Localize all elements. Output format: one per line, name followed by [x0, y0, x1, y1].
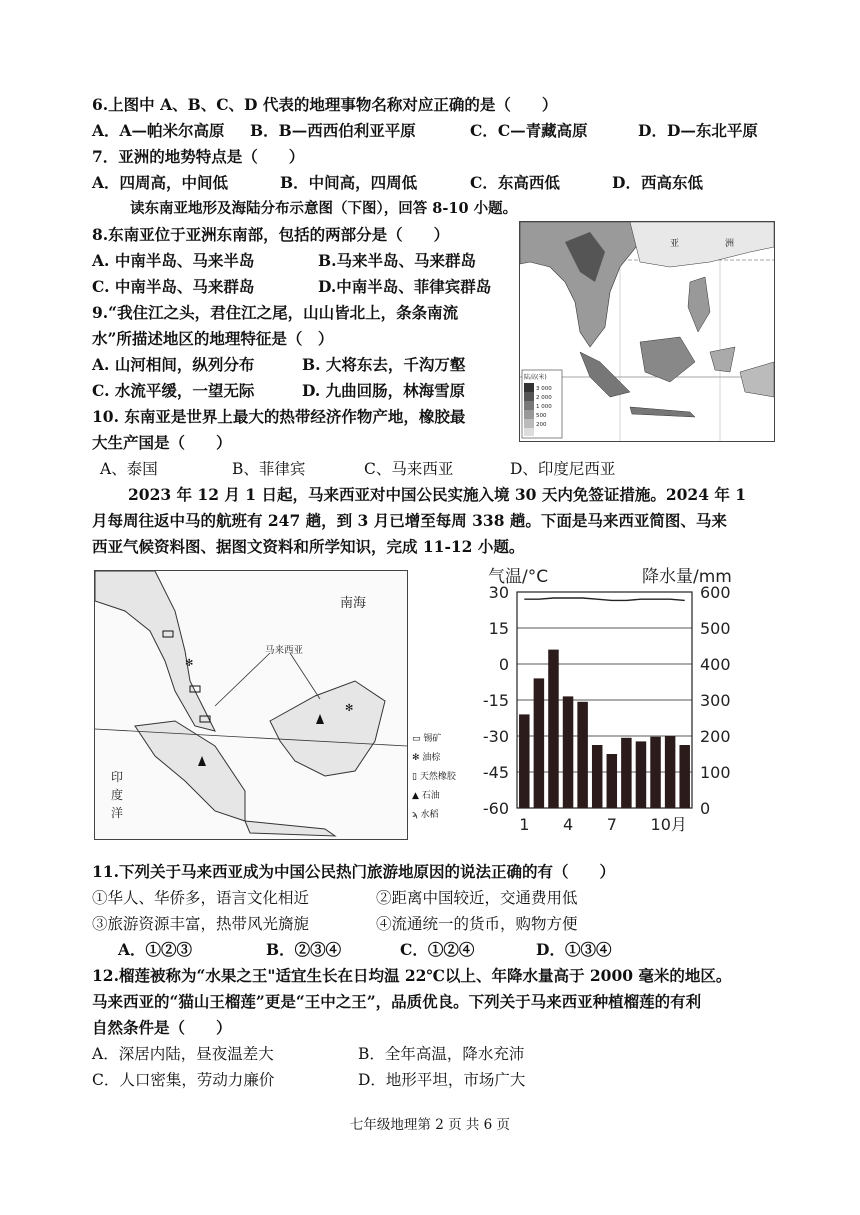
legend-oil: ▲ 石油 — [412, 791, 440, 801]
page-footer: 七年级地理第 2 页 共 6 页 — [349, 1117, 511, 1133]
legend-3000: 3 000 — [536, 386, 552, 392]
temperature-tick-label: 30 — [488, 583, 509, 602]
temperature-tick-label: 0 — [498, 655, 509, 674]
q10-option-d: D、印度尼西亚 — [510, 460, 616, 478]
precipitation-tick-label: 100 — [700, 763, 731, 782]
malaysia-map-legend — [412, 730, 456, 825]
oil-palm-symbol: ✻ — [185, 658, 194, 669]
precipitation-bar — [607, 754, 618, 808]
precipitation-bar — [636, 741, 647, 808]
q7-option-d: D．西高东低 — [612, 173, 703, 192]
rubber-icon: ▯ — [412, 772, 417, 782]
q11-stem: 11.下列关于马来西亚成为中国公民热门旅游地原因的说法正确的有（ ） — [92, 862, 615, 881]
precipitation-bar — [679, 745, 690, 808]
q11-option-d: D．①③④ — [536, 940, 612, 959]
q8-option-b: B.马来半岛、马来群岛 — [318, 251, 476, 270]
q10-option-c: C、马来西亚 — [364, 460, 454, 478]
rice-icon: ϡ — [412, 810, 418, 820]
precipitation-bar — [650, 737, 661, 808]
legend-500: 500 — [536, 413, 547, 419]
legend-200: 200 — [536, 422, 547, 428]
q8-option-d: D.中南半岛、菲律宾群岛 — [318, 277, 492, 296]
intro-11-12-line1: 2023 年 12 月 1 日起，马来西亚对中国公民实施入境 30 天内免签证措施。2024 年 1 — [128, 485, 747, 504]
q9-option-a: A. 山河相间，纵列分布 — [92, 355, 255, 374]
precipitation-tick-label: 500 — [700, 619, 731, 638]
intro-8-10: 读东南亚地形及海陆分布示意图（下图），回答 8-10 小题。 — [130, 200, 518, 217]
q10-stem-line1: 10. 东南亚是世界上最大的热带经济作物产地，橡胶最 — [92, 407, 466, 426]
precipitation-bar — [548, 650, 559, 808]
temperature-line — [524, 598, 684, 600]
q11-statement-4: ④流通统一的货币，购物方便 — [376, 915, 578, 933]
q10-option-b: B、菲律宾 — [232, 460, 306, 478]
precipitation-axis-title: 降水量/mm — [642, 567, 732, 587]
temperature-tick-label: 15 — [488, 619, 509, 638]
legend-oil-palm: ✻ 油棕 — [412, 753, 441, 763]
climate-chart — [470, 560, 770, 840]
q12-option-d: D．地形平坦，市场广大 — [358, 1071, 526, 1089]
precipitation-bar — [519, 714, 530, 808]
q10-stem-line2: 大生产国是（ ） — [92, 433, 232, 452]
temperature-tick-label: -15 — [482, 691, 509, 710]
legend-rubber: ▯ 天然橡胶 — [412, 772, 456, 782]
q7-option-c: C．东高西低 — [470, 173, 560, 192]
precipitation-tick-label: 600 — [700, 583, 731, 602]
q6-option-d: D．D—东北平原 — [638, 121, 758, 140]
malaysia-label: 马来西亚 — [265, 645, 304, 656]
southeast-asia-map — [519, 221, 775, 442]
q11-option-b: B．②③④ — [266, 940, 342, 959]
q12-stem-line1: 12.榴莲被称为“水果之王"适宜生长在日均温 22℃以上、年降水量高于 2000 毫米的地区。 — [92, 966, 732, 985]
q6-stem: 6.上图中 A、B、C、D 代表的地理事物名称对应正确的是（ ） — [92, 95, 558, 114]
oil-icon: ▲ — [412, 791, 419, 801]
q10-option-a: A、泰国 — [100, 460, 158, 478]
temperature-tick-label: -45 — [482, 763, 509, 782]
q12-stem-line3: 自然条件是（ ） — [92, 1018, 232, 1037]
q11-option-c: C．①②④ — [400, 940, 475, 959]
precipitation-bar — [592, 745, 603, 808]
legend-2000: 2 000 — [536, 395, 552, 401]
asia-label: 亚 — [670, 239, 680, 249]
month-tick-label: 10月 — [650, 815, 687, 834]
precipitation-bar — [621, 738, 632, 808]
q7-option-a: A．四周高，中间低 — [92, 173, 229, 192]
q12-stem-line2: 马来西亚的“猫山王榴莲”更是“王中之王”，品质优良。下列关于马来西亚种植榴莲的有利 — [92, 992, 702, 1011]
q12-option-b: B．全年高温，降水充沛 — [358, 1045, 525, 1063]
q9-option-d: D. 九曲回肠，林海雪原 — [302, 381, 466, 400]
q9-option-c: C. 水流平缓，一望无际 — [92, 381, 255, 400]
q12-option-a: A．深居内陆，昼夜温差大 — [92, 1045, 274, 1063]
climate-chart-svg — [470, 560, 770, 840]
precipitation-tick-label: 0 — [700, 799, 711, 818]
oil-palm-symbol: ✻ — [345, 703, 354, 714]
intro-11-12-line3: 西亚气候资料图、据图文资料和所学知识，完成 11-12 小题。 — [92, 537, 525, 556]
q11-option-a: A．①②③ — [118, 940, 193, 959]
q8-stem: 8.东南亚位于亚洲东南部，包括的两部分是（ ） — [92, 225, 450, 244]
temperature-tick-label: -60 — [482, 799, 509, 818]
q7-option-b: B．中间高，四周低 — [280, 173, 418, 192]
q8-option-c: C. 中南半岛、马来群岛 — [92, 277, 255, 296]
month-tick-label: 1 — [519, 815, 530, 834]
q6-option-a: A．A—帕米尔高原 — [92, 121, 225, 140]
precipitation-bar — [665, 736, 676, 808]
precipitation-bar — [534, 678, 545, 808]
legend-tin: ▭ 锡矿 — [412, 734, 442, 744]
q7-stem: 7．亚洲的地势特点是（ ） — [92, 147, 305, 166]
q8-option-a: A. 中南半岛、马来半岛 — [92, 251, 255, 270]
indian-ocean-label-1: 印 — [111, 770, 124, 784]
q9-stem-line2: 水”所描述地区的地理特征是（ ） — [92, 329, 334, 348]
q12-option-c: C．人口密集，劳动力廉价 — [92, 1071, 275, 1089]
q6-option-b: B．B—西西伯利亚平原 — [250, 121, 416, 140]
q6-option-c: C．C—青藏高原 — [470, 121, 588, 140]
q11-statement-3: ③旅游资源丰富，热带风光旖旎 — [92, 915, 310, 933]
malaysia-map-figure — [95, 571, 407, 839]
precipitation-bar — [563, 696, 574, 808]
precipitation-tick-label: 200 — [700, 727, 731, 746]
indian-ocean-label-2: 度 — [111, 788, 124, 802]
precipitation-bar — [577, 702, 588, 808]
temperature-axis-title: 气温/°C — [488, 567, 549, 587]
southeast-asia-map-figure — [520, 222, 774, 441]
legend-title: 陆高(米) — [524, 374, 547, 381]
q9-option-b: B. 大将东去，千沟万壑 — [302, 355, 466, 374]
intro-11-12-line2: 月每周往返中马的航班有 247 趟，到 3 月已增至每周 338 趟。下面是马来西亚简图、马来 — [92, 511, 727, 530]
q9-stem-line1: 9.“我住江之头，君住江之尾，山山皆北上，条条南流 — [92, 303, 459, 322]
precipitation-tick-label: 300 — [700, 691, 731, 710]
indian-ocean-label-3: 洋 — [111, 806, 124, 820]
month-tick-label: 4 — [563, 815, 574, 834]
legend-1000: 1 000 — [536, 404, 552, 410]
legend-rice: ϡ 水稻 — [412, 810, 439, 820]
precipitation-tick-label: 400 — [700, 655, 731, 674]
tin-icon: ▭ — [412, 734, 421, 744]
temperature-tick-label: -30 — [482, 727, 509, 746]
south-sea-label: 南海 — [340, 596, 367, 611]
q11-statement-1: ①华人、华侨多，语言文化相近 — [92, 889, 310, 907]
q11-statement-2: ②距离中国较近，交通费用低 — [376, 889, 578, 907]
malaysia-map — [94, 570, 408, 840]
oil-palm-icon: ✻ — [412, 753, 420, 763]
month-tick-label: 7 — [606, 815, 617, 834]
continent-label: 洲 — [725, 239, 735, 249]
